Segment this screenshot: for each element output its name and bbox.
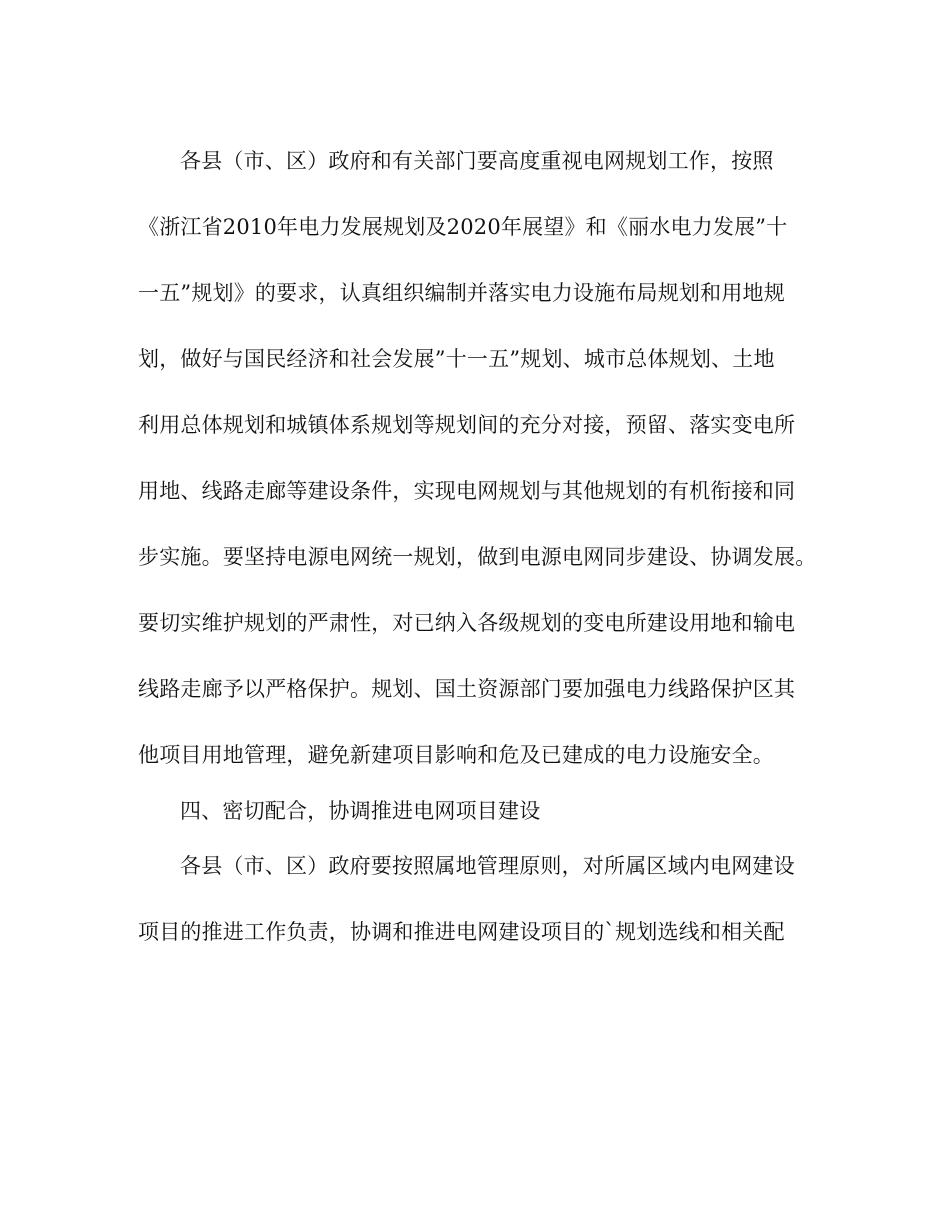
- paragraph-line: 项目的推进工作负责，协调和推进电网建设项目的`规划选线和相关配: [138, 920, 785, 944]
- paragraph-line: 利用总体规划和城镇体系规划等规划间的充分对接，预留、落实变电所: [138, 413, 796, 437]
- paragraph-line: 一五”规划》的要求，认真组织编制并落实电力设施布局规划和用地规: [138, 281, 785, 305]
- paragraph-line: 步实施。要坚持电源电网统一规划，做到电源电网同步建设、协调发展。: [138, 545, 817, 569]
- paragraph-line: 划，做好与国民经济和社会发展”十一五”规划、城市总体规划、土地: [138, 347, 775, 371]
- paragraph-line: 《浙江省2010年电力发展规划及2020年展望》和《丽水电力发展”十: [138, 215, 788, 239]
- paragraph-line: 各县（市、区）政府和有关部门要高度重视电网规划工作，按照: [180, 149, 774, 173]
- paragraph-line: 他项目用地管理，避免新建项目影响和危及已建成的电力设施安全。: [138, 743, 774, 767]
- paragraph-line: 用地、线路走廊等建设条件，实现电网规划与其他规划的有机衔接和同: [138, 479, 796, 503]
- paragraph-line: 各县（市、区）政府要按照属地管理原则，对所属区域内电网建设: [180, 854, 795, 878]
- paragraph-line: 要切实维护规划的严肃性，对已纳入各级规划的变电所建设用地和输电: [138, 611, 796, 635]
- section-heading: 四、密切配合，协调推进电网项目建设: [180, 799, 541, 823]
- paragraph-line: 线路走廊予以严格保护。规划、国土资源部门要加强电力线路保护区其: [138, 677, 796, 701]
